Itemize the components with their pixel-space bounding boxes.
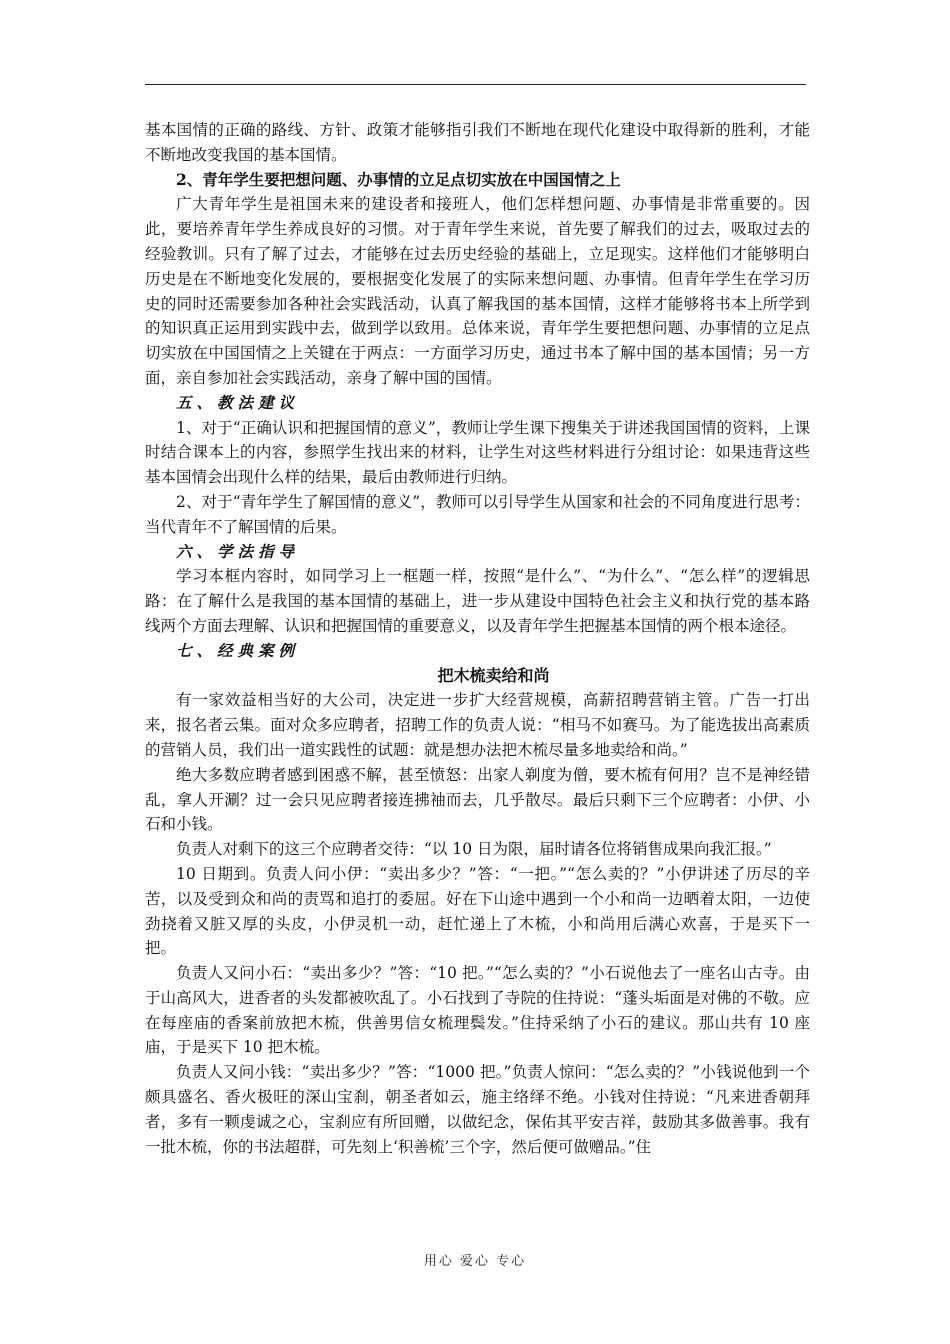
paragraph: 学习本框内容时，如同学习上一框题一样，按照“是什么”、“为什么”、“怎么样”的逻辑思路：在了解什么是我国的基本国情的基础上，进一步从建设中国特色社会主义和执行党的基本路线两个方面去理解、认识和把握国情的重要意义，以及青年学生把握基本国情的两个根本途径。	[145, 567, 810, 635]
paragraph: 1、对于“正确认识和把握国情的意义”，教师让学生课下搜集关于讲述我国国情的资料，上课时结合课本上的内容，参照学生找出来的材料，让学生对这些材料进行分组讨论：如果违背这些基本国情会出现什么样的结果，最后由教师进行归纳。	[145, 418, 810, 487]
paragraph: 有一家效益相当好的大公司，决定进一步扩大经营规模，高薪招聘营销主管。广告一打出来，报名者云集。面对众多应聘者，招聘工作的负责人说：“相马不如赛马。为了能选拔出高素质的营销人员，我们出一道实践性的试题：就是想办法把木梳尽量多地卖给和尚。”	[145, 691, 810, 759]
paragraph: 10 日期到。负责人问小伊：“卖出多少？”答：“一把。”“怎么卖的？”小伊讲述了历尽的辛苦，以及受到众和尚的责骂和追打的委屈。好在下山途中遇到一个小和尚一边晒着太阳，一边使劲挠着又脏又厚的头皮，小伊灵机一动，赶忙递上了木梳，小和尚用后满心欢喜，于是买下一把。	[145, 864, 810, 958]
story-title: 把木梳卖给和尚	[437, 665, 550, 685]
section-heading: 七、经典案例	[176, 640, 300, 660]
paragraph: 广大青年学生是祖国未来的建设者和接班人，他们怎样想问题、办事情是非常重要的。因此，要培养青年学生养成良好的习惯。对于青年学生来说，首先要了解我们的过去，吸取过去的经验教训。只有了解了过去，才能够在过去历史经验的基础上，立足现实。这样他们才能够明白历史是在不断地变化发展的，要根据变化发展了的实际来想问题、办事情。但青年学生在学习历史的同时还需要参加各种社会实践活动，认真了解我国的基本国情，这样才能够将书本上所学到的知识真正运用到实践中去，做到学以致用。总体来说，青年学生要把想问题、办事情的立足点切实放在中国国情之上关键在于两点：一方面学习历史，通过书本了解中国的基本国情；另一方面，亲自参加社会实践活动，亲身了解中国的国情。	[145, 195, 810, 387]
paragraph: 绝大多数应聘者感到困惑不解，甚至愤怒：出家人剃度为僧，要木梳有何用？岂不是神经错乱，拿人开涮？过一会只见应聘者接连拂袖而去，几乎散尽。最后只剩下三个应聘者：小伊、小石和小钱。	[145, 765, 810, 834]
paragraph: 2、对于“青年学生了解国情的意义”，教师可以引导学生从国家和社会的不同角度进行思考：当代青年不了解国情的后果。	[145, 492, 810, 536]
header-rule	[145, 84, 806, 85]
section-heading: 六、学法指导	[176, 541, 300, 561]
page-footer: 用心 爱心 专心	[423, 1254, 527, 1269]
section-heading: 五、教法建议	[176, 392, 300, 412]
paragraph: 基本国情的正确的路线、方针、政策才能够指引我们不断地在现代化建设中取得新的胜利，才能不断地改变我国的基本国情。	[145, 121, 810, 164]
subsection-heading: 2、青年学生要把想问题、办事情的立足点切实放在中国国情之上	[176, 169, 621, 189]
paragraph: 负责人又问小石：“卖出多少？”答：“10 把。”“怎么卖的？”小石说他去了一座名山古寺。由于山高风大，进香者的头发都被吹乱了。小石找到了寺院的住持说：“蓬头垢面是对佛的不敬。应在每座庙的香案前放把木梳，供善男信女梳理鬓发。”住持采纳了小石的建议。那山共有 10 座庙，于是买下 10 把木梳。	[145, 964, 810, 1057]
paragraph: 负责人对剩下的这三个应聘者交待：“以 10 日为限，届时请各位将销售成果向我汇报。”	[176, 840, 772, 859]
paragraph: 负责人又问小钱：“卖出多少？”答：“1000 把。”负责人惊问：“怎么卖的？”小钱说他到一个颇具盛名、香火极旺的深山宝刹，朝圣者如云，施主络绎不绝。小钱对住持说：“凡来进香朝拜者，多有一颗虔诚之心，宝刹应有所回赠，以做纪念，保佑其平安吉祥，鼓励其多做善事。我有一批木梳，你的书法超群，可先刻上‘积善梳’三个字，然后便可做赠品。”住	[145, 1063, 810, 1156]
document-body	[145, 118, 810, 1159]
